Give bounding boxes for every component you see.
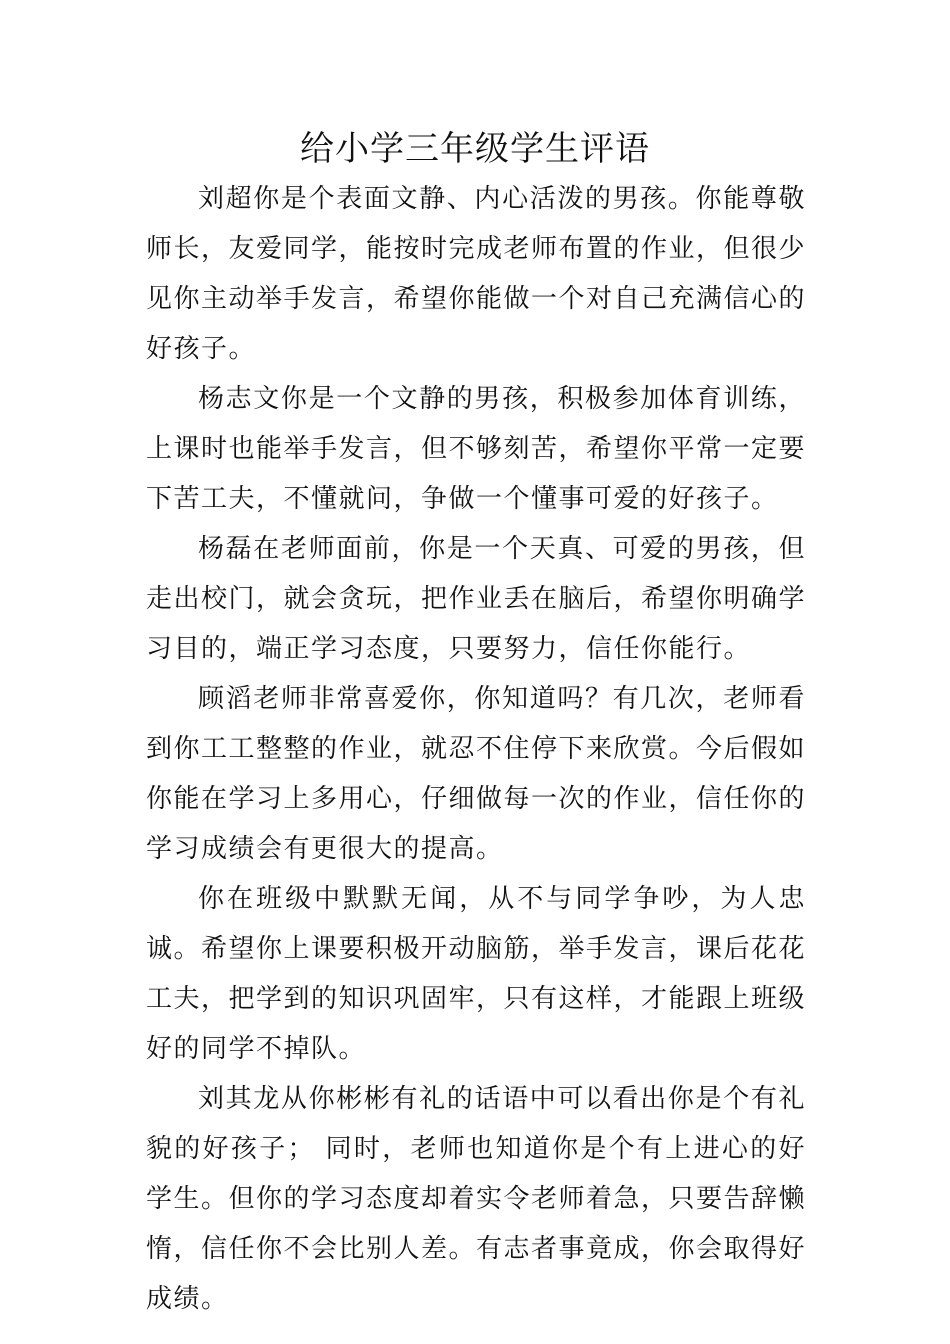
document-body bbox=[146, 174, 806, 1324]
paragraph-yang-zhiwen: 杨志文你是一个文静的男孩，积极参加体育训练，上课时也能举手发言，但不够刻苦，希望你平常一定要下苦工夫，不懂就问，争做一个懂事可爱的好孩子。 bbox=[146, 384, 807, 514]
paragraph-gu-tao: 顾滔老师非常喜爱你，你知道吗？有几次，老师看到你工工整整的作业，就忍不住停下来欣赏。今后假如你能在学习上多用心，仔细做每一次的作业，信任你的学习成绩会有更很大的提高。 bbox=[146, 684, 807, 864]
document-title: 给小学三年级学生评语 bbox=[300, 129, 650, 169]
paragraph-liu-qilong: 刘其龙从你彬彬有礼的话语中可以看出你是个有礼貌的好孩子； 同时，老师也知道你是个有上进心的好学生。但你的学习态度却着实令老师着急，只要告辞懒惰，信任你不会比别人差。有志者事竟成，你会取得好成绩。 bbox=[146, 1084, 807, 1314]
paragraph-quiet-student: 你在班级中默默无闻，从不与同学争吵，为人忠诚。希望你上课要积极开动脑筋，举手发言，课后花花工夫，把学到的知识巩固牢，只有这样，才能跟上班级好的同学不掉队。 bbox=[146, 884, 807, 1064]
paragraph-liu-chao: 刘超你是个表面文静、内心活泼的男孩。你能尊敬师长，友爱同学，能按时完成老师布置的作业，但很少见你主动举手发言，希望你能做一个对自己充满信心的好孩子。 bbox=[146, 184, 807, 364]
paragraph-yang-lei: 杨磊在老师面前，你是一个天真、可爱的男孩，但走出校门，就会贪玩，把作业丢在脑后，希望你明确学习目的，端正学习态度，只要努力，信任你能行。 bbox=[146, 534, 807, 664]
